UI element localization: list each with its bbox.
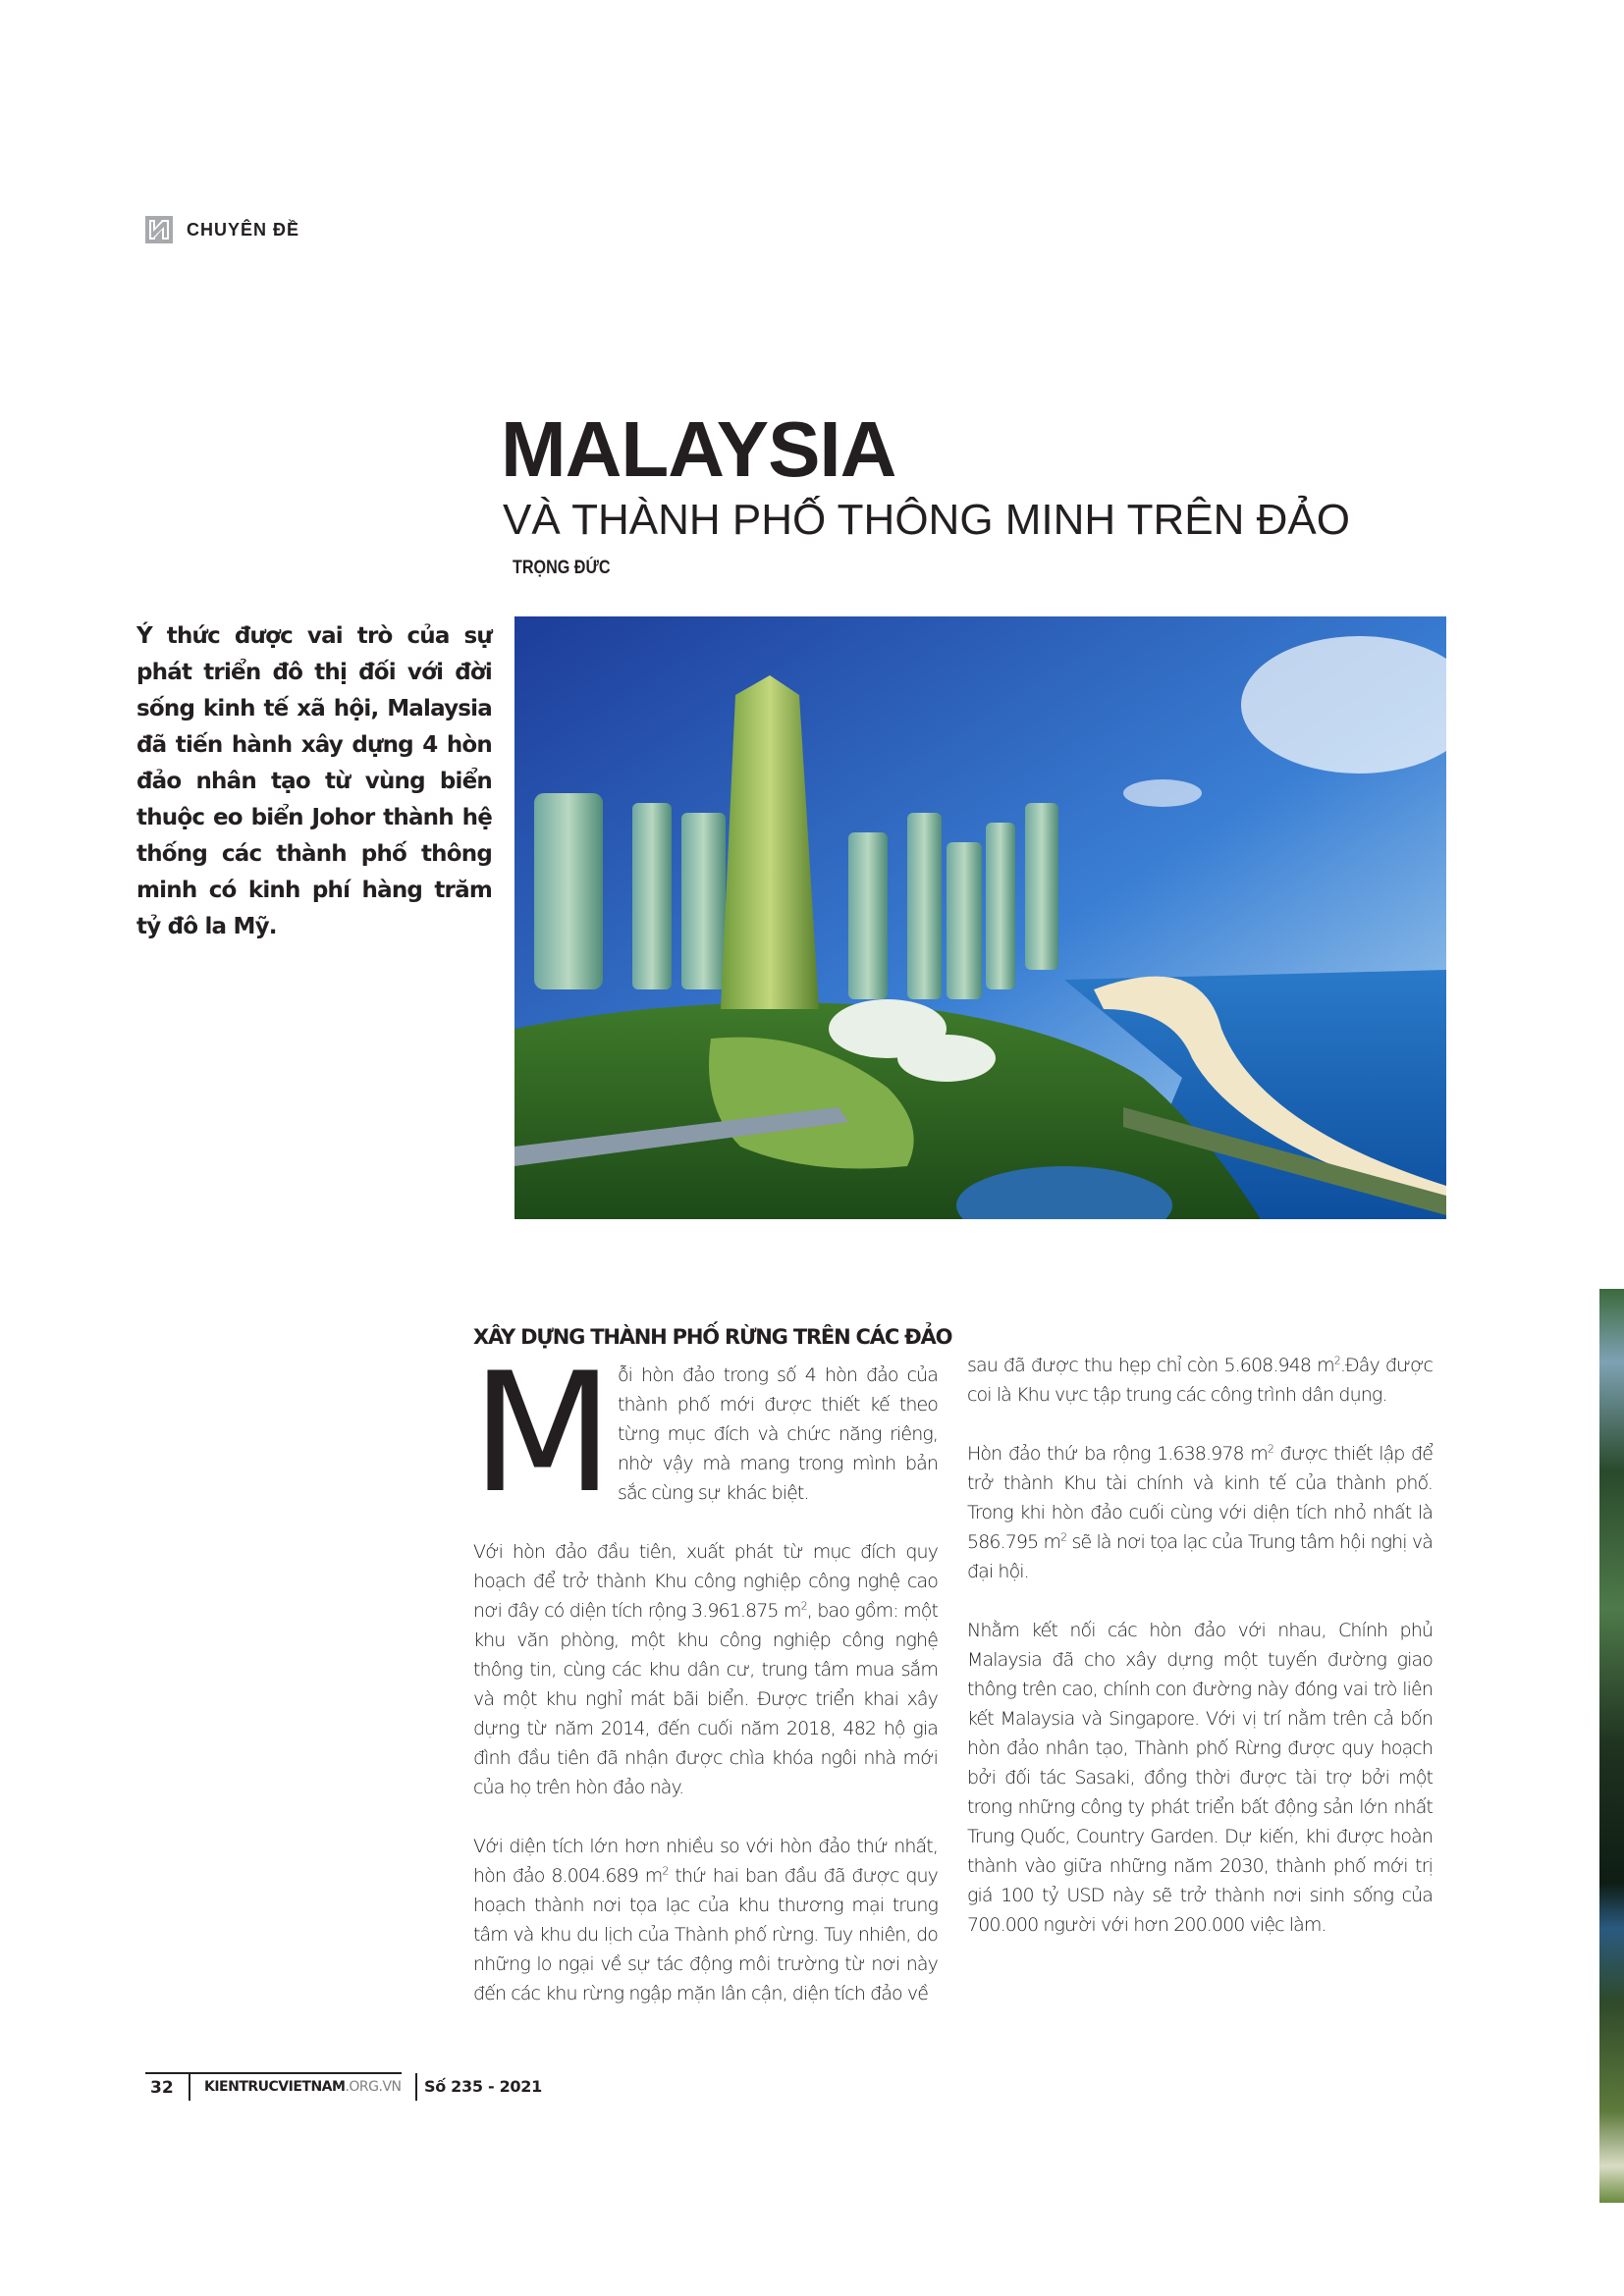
footer-rule <box>145 2072 402 2074</box>
section-label: CHUYÊN ĐỀ <box>187 220 300 240</box>
text-segment: . <box>1339 1355 1345 1376</box>
superscript: 2 <box>662 1864 669 1878</box>
text-segment: được thiết lập để trở thành Khu tài chính và kinh tế của thành phố. Trong khi hòn đảo cuối cùng với diện tích nhỏ nhất là 586.795 m <box>967 1443 1433 1553</box>
article-author: TRỌNG ĐỨC <box>513 558 611 578</box>
text-segment: Nhằm kết nối các hòn đảo với nhau, Chính phủ Malaysia đã cho xây dựng một tuyến đường giao thông trên cao, chính con đường này đóng vai trò liên kết Malaysia và Singapore. Với vị trí nằm trên cả bốn hòn đảo nhân tạo, Thành phố Rừng được quy hoạch bởi đối tác Sasaki, đồng thời được tài trợ bởi một trong những công ty phát triển bất động sản lớn nhất Trung Quốc, Country Garden. Dự kiến, khi được hoàn thành vào giữa những năm 2030, thành phố mới trị giá 100 tỷ USD này sẽ trở thành nơi sinh sống của 700.000 người với hơn 200.000 việc làm. <box>967 1620 1433 1936</box>
text-segment: thứ hai ban đầu đã được quy hoạch thành nơi tọa lạc của khu thương mại trung tâm và khu du lịch của Thành phố rừng. Tuy nhiên, do những lo ngại về sự tác động môi trường từ nơi này đến các khu rừng ngập mặn lân cận, diện tích đảo về <box>473 1865 938 2004</box>
text-segment: sau đã được thu hẹp chỉ còn 5.608.948 m <box>967 1355 1334 1376</box>
side-photo-strip <box>1599 1289 1624 2203</box>
section-heading: XÂY DỰNG THÀNH PHỐ RỪNG TRÊN CÁC ĐẢO <box>473 1325 952 1349</box>
paragraph-second-island-continued <box>967 1351 1433 1410</box>
article-title: MALAYSIA <box>501 405 896 493</box>
superscript: 2 <box>1060 1530 1067 1544</box>
site-name-domain: .ORG.VN <box>345 2079 402 2095</box>
paragraph-second-island <box>473 1832 938 2008</box>
superscript: 2 <box>1333 1354 1340 1367</box>
text-segment: Hòn đảo thứ ba rộng 1.638.978 m <box>967 1443 1268 1465</box>
text-segment: Với diện tích lớn hơn nhiều so với hòn đảo thứ nhất, hòn đảo 8.004.689 m <box>473 1836 938 1887</box>
paragraph-third-fourth-island <box>967 1439 1433 1586</box>
text-segment: Đây được coi là Khu vực tập trung các công trình dân dụng. <box>967 1355 1433 1406</box>
paragraph-intro <box>471 1337 938 1529</box>
body-column-2 <box>967 1351 1433 1969</box>
site-name <box>204 2079 402 2095</box>
article-subtitle: VÀ THÀNH PHỐ THÔNG MINH TRÊN ĐẢO <box>503 496 1350 544</box>
hero-image <box>514 616 1446 1219</box>
superscript: 2 <box>800 1599 807 1613</box>
lead-paragraph: Ý thức được vai trò của sự phát triển đô thị đối với đời sống kinh tế xã hội, Malaysia đã tiến hành xây dựng 4 hòn đảo nhân tạo từ vùng biển thuộc eo biển Johor thành hệ thống các thành phố thông minh có kinh phí hàng trăm tỷ đô la Mỹ. <box>136 623 492 939</box>
text-segment: sẽ là nơi tọa lạc của Trung tâm hội nghị và đại hội. <box>967 1531 1433 1582</box>
drop-cap: M <box>471 1337 608 1529</box>
body-column-1 <box>471 1337 939 2008</box>
issue-number: Số 235 - 2021 <box>424 2077 542 2096</box>
footer-divider <box>189 2073 190 2101</box>
site-name-bold: KIENTRUCVIETNAM <box>204 2079 346 2095</box>
text-segment: , bao gồm: một khu văn phòng, một khu công nghiệp công nghệ thông tin, cùng các khu dân cư, trung tâm mua sắm và một khu nghỉ mát bãi biển. Được triển khai xây dựng từ năm 2014, đến cuối năm 2018, 482 hộ gia đình đầu tiên đã nhận được chìa khóa ngôi nhà mới của họ trên hòn đảo này. <box>473 1600 939 1798</box>
paragraph-first-island <box>473 1537 938 1802</box>
paragraph-intro-text: ỗi hòn đảo trong số 4 hòn đảo của thành phố mới được thiết kế theo từng mục đích và chức năng riêng, nhờ vậy mà mang trong mình bản sắc cùng sự khác biệt. <box>617 1364 938 1504</box>
page-number: 32 <box>150 2078 174 2098</box>
kientruc-logo-icon <box>145 216 173 243</box>
paragraph-connection <box>967 1616 1433 1940</box>
superscript: 2 <box>1267 1442 1273 1456</box>
text-segment: Với hòn đảo đầu tiên, xuất phát từ mục đích quy hoạch để trở thành Khu công nghiệp công nghệ cao nơi đây có diện tích rộng 3.961.875 m <box>473 1541 938 1622</box>
footer-divider <box>415 2073 417 2101</box>
